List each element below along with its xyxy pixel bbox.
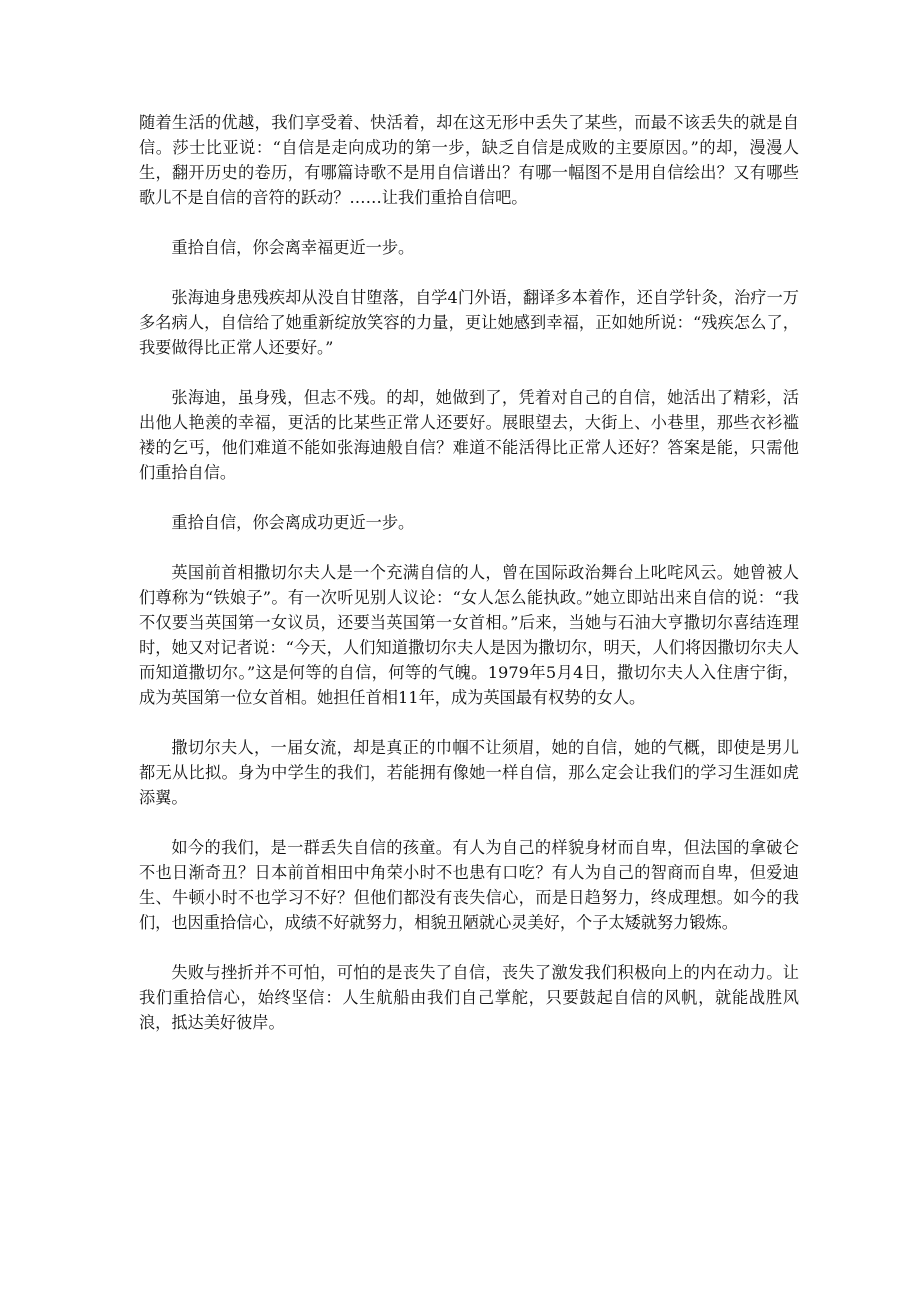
paragraph-thatcher: 英国前首相撒切尔夫人是一个充满自信的人，曾在国际政治舞台上叱咤风云。她曾被人们尊称为“铁娘子”。有一次听见别人议论：“女人怎么能执政。”她立即站出来自信的说：“我不仅要当英国第一女议员，还要当英国第一女首相。”后来，当她与石油大亨撒切尔喜结连理时，她又对记者说：“今天，人们知道撒切尔夫人是因为撒切尔，明天，人们将因撒切尔夫人而知道撒切尔。”这是何等的自信，何等的气魄。1979年5月4日，撒切尔夫人入住唐宁街，成为英国第一位女首相。她担任首相11年，成为英国最有权势的女人。 — [139, 563, 799, 707]
paragraph-intro: 随着生活的优越，我们享受着、快活着，却在这无形中丢失了某些，而最不该丢失的就是自信。莎士比亚说：“自信是走向成功的第一步，缺乏自信是成败的主要原因。”的却，漫漫人生，翻开历史的卷历，有哪篇诗歌不是用自信谱出？有哪一幅图不是用自信绘出？又有哪些歌儿不是自信的音符的跃动？……让我们重拾自信吧。 — [139, 113, 799, 207]
document-page — [139, 110, 799, 1060]
paragraph-today: 如今的我们，是一群丢失自信的孩童。有人为自己的样貌身材而自卑，但法国的拿破仑不也日渐奇丑？日本前首相田中角荣小时不也患有口吃？有人为自己的智商而自卑，但爱迪生、牛顿小时不也学习不好？但他们都没有丧失信心，而是日趋努力，终成理想。如今的我们，也因重拾信心，成绩不好就努力，相貌丑陋就心灵美好，个子太矮就努力锻炼。 — [139, 838, 799, 932]
section-heading-success: 重拾自信，你会离成功更近一步。 — [171, 513, 415, 532]
paragraph-zhang-haidi-comment: 张海迪，虽身残，但志不残。的却，她做到了，凭着对自己的自信，她活出了精彩，活出他人艳羡的幸福，更活的比某些正常人还要好。展眼望去，大街上、小巷里，那些衣衫褴褛的乞丐，他们难道不能如张海迪般自信？难道不能活得比正常人还好？答案是能，只需他们重拾自信。 — [139, 388, 799, 482]
section-heading-happiness: 重拾自信，你会离幸福更近一步。 — [171, 238, 415, 257]
paragraph-thatcher-comment: 撒切尔夫人，一届女流，却是真正的巾帼不让须眉，她的自信，她的气概，即使是男儿都无从比拟。身为中学生的我们，若能拥有像她一样自信，那么定会让我们的学习生涯如虎添翼。 — [139, 738, 799, 807]
paragraph-conclusion: 失败与挫折并不可怕，可怕的是丧失了自信，丧失了激发我们积极向上的内在动力。让我们重拾信心，始终坚信：人生航船由我们自己掌舵，只要鼓起自信的风帆，就能战胜风浪，抵达美好彼岸。 — [139, 963, 799, 1032]
paragraph-zhang-haidi: 张海迪身患残疾却从没自甘堕落，自学4门外语，翻译多本着作，还自学针灸，治疗一万多名病人，自信给了她重新绽放笑容的力量，更让她感到幸福，正如她所说：“残疾怎么了，我要做得比正常人还要好。” — [139, 288, 799, 357]
